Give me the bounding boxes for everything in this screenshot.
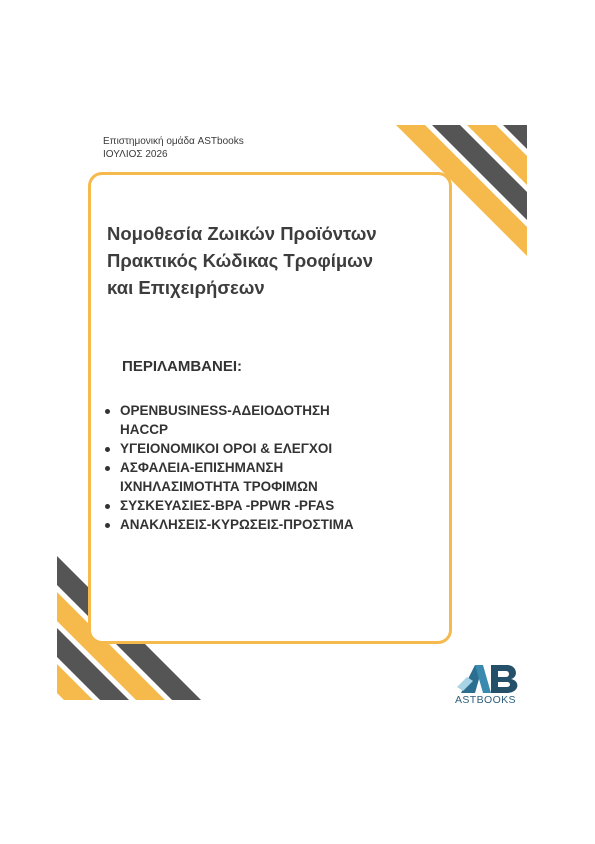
- list-item: ΑΣΦΑΛΕΙΑ-ΕΠΙΣΗΜΑΝΣΗ: [103, 459, 354, 477]
- bullet-icon: [105, 504, 110, 509]
- list-item: ΑΝΑΚΛΗΣΕΙΣ-ΚΥΡΩΣΕΙΣ-ΠΡΟΣΤΙΜΑ: [103, 516, 354, 534]
- includes-label: ΠΕΡΙΛΑΜΒΑΝΕΙ:: [122, 358, 243, 375]
- logo-text: ASTBOOKS: [455, 694, 516, 706]
- list-item: ΣΥΣΚΕΥΑΣΙΕΣ-BPA -PPWR -PFAS: [103, 497, 354, 515]
- bullet-icon: [105, 466, 110, 471]
- header-meta: [103, 135, 244, 161]
- bullet-icon: [105, 447, 110, 452]
- list-item: OPENBUSINESS-ΑΔΕΙΟΔΟΤΗΣΗ: [103, 402, 354, 420]
- list-item: HACCP: [120, 422, 169, 437]
- bullet-icon: [105, 523, 110, 528]
- bullet-icon: [105, 409, 110, 414]
- contents-list: [103, 402, 354, 535]
- book-title: [107, 220, 447, 301]
- title-line-2: Πρακτικός Κώδικας Τροφίμων: [107, 250, 374, 271]
- list-item: ΙΧΝΗΛΑΣΙΜΟΤΗΤΑ ΤΡΟΦΙΜΩΝ: [120, 479, 318, 494]
- title-line-1: Νομοθεσία Ζωικών Προϊόντων: [107, 223, 377, 244]
- list-item: ΥΓΕΙΟΝΟΜΙΚΟΙ ΟΡΟΙ & ΕΛΕΓΧΟΙ: [103, 440, 354, 458]
- title-line-3: και Επιχειρήσεων: [107, 277, 265, 298]
- publication-date: ΙΟΥΛΙΟΣ 2026: [103, 149, 168, 160]
- group-name: Επιστημονική ομάδα ASTbooks: [103, 136, 244, 147]
